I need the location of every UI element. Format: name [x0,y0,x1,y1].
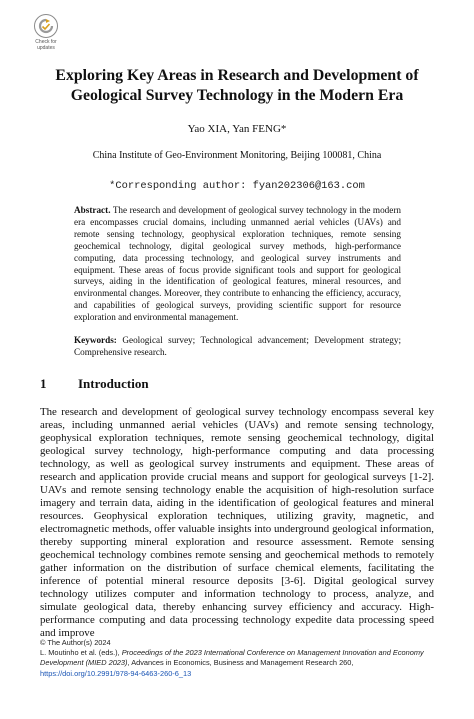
footer-notice [40,638,434,679]
check-for-updates-label [35,39,56,51]
abstract [74,205,401,324]
doi-link[interactable]: https://doi.org/10.2991/978-94-6463-260-6_13 [40,668,192,678]
citation-info [40,648,434,668]
paper-title: Exploring Key Areas in Research and Development of Geological Survey Technology in the Modern Era [55,67,419,104]
proceedings-title: Proceedings of the 2023 International Conference on Management Innovation and Economy Development (MIED 2023) [40,648,424,668]
keywords [74,335,401,359]
abstract-label: Abstract. [74,205,111,215]
corresponding-author-email[interactable]: *Corresponding author: fyan202306@163.com [109,180,365,192]
series-info: , Advances in Economics, Business and Management Research 260, [127,658,354,668]
author-list: Yao XIA, Yan FENG* [187,123,287,135]
affiliation: China Institute of Geo-Environment Monitoring, Beijing 100081, China [92,150,382,161]
badge-line2: updates [37,45,55,51]
badge-line1: Check for [35,39,57,45]
section-title: Introduction [78,376,149,391]
check-for-updates-badge[interactable] [31,14,61,54]
keywords-label: Keywords: [74,335,117,345]
keywords-text: Geological survey; Technological advancement; Development strategy; Comprehensive research. [74,335,401,357]
copyright-notice: © The Author(s) 2024 [40,638,111,647]
section-number: 1 [40,376,47,391]
check-for-updates-icon [34,14,58,38]
abstract-text: The research and development of geological survey technology in the modern era encompasses crucial domains, including unmanned aerial vehicles (UAVs) and remote sensing technology, geophysical exploration techniques, remote sensing geochemical technology, digital geological survey methods, high-performance computing, data processing technology, and geological survey instruments and equipment. These areas of focus provide significant tools and support for geological surveys, aiding in the identification of geological features, mineral resources, and environmental changes. Moreover, they contribute to enhancing the efficiency, accuracy, and capabilities of geological surveys, providing scientific support for resource exploration and environmental management. [74,205,401,323]
editors: L. Moutinho et al. (eds.), [40,648,122,658]
introduction-paragraph: The research and development of geological survey technology encompass several key areas, including unmanned aerial vehicles (UAVs) and remote sensing technology, geophysical exploration techniques, remote sensing geochemical technology, digital geological survey technology, high-performance computing and data processing technology, as well as geological survey instruments and equipment. These areas of research and application provide crucial means and support for geological surveys [1-2]. UAVs and remote sensing technology enable the acquisition of high-resolution surface imagery and terrain data, aiding in the identification of geological features and mineral resources. Geophysical exploration techniques, utilizing gravity, magnetic, and electromagnetic methods, offer valuable insights into underground geological information, thereby supporting mineral exploration and resource assessment. Remote sensing geochemical technology combines remote sensing and geochemical methods to remotely gather information on the distribution of surface chemical elements, facilitating the inference of potential mineral resource deposits [3-6]. Digital geological survey technology utilizes computer and information technology to process, analyze, and simulate geological data, thereby enhancing survey efficiency and accuracy. High-performance computing and data processing technology expedite data processing speed and improve [40,406,434,639]
section-heading [40,376,149,392]
